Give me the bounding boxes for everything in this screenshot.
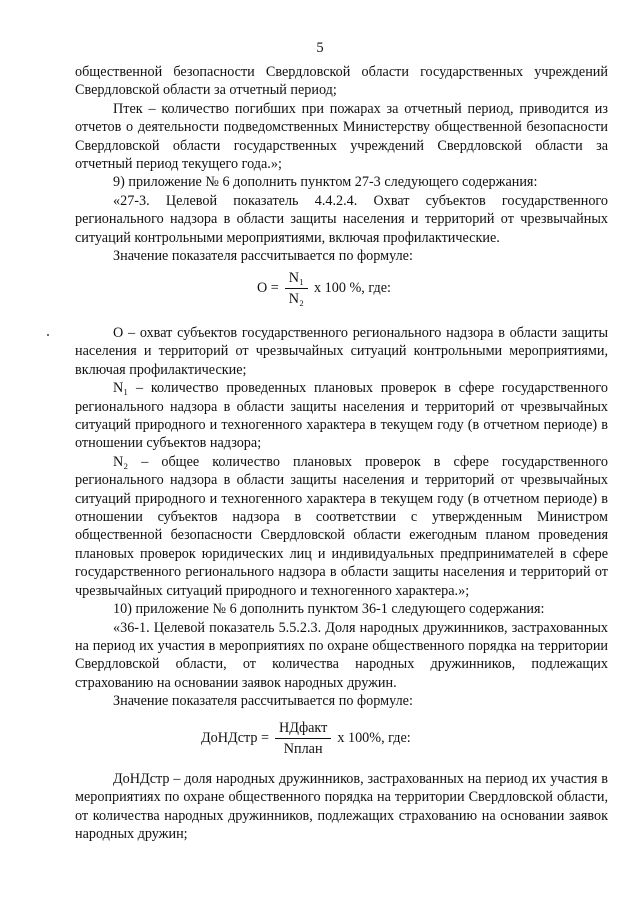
- paragraph: О – охват субъектов государственного регионального надзора в области защиты населения и территорий от чрезвычайных ситуаций контрольными мероприятиями, включая профилактические;: [75, 325, 608, 378]
- formula-fraction: [285, 270, 308, 307]
- formula-fraction: [275, 720, 331, 757]
- paragraph: Птек – количество погибших при пожарах за отчетный период, приводится из отчетов о деятельности подведомственных Министерству общественной безопасности Свердловской области государственных учреждений Свердловской области за отчетный период текущего года.»;: [75, 100, 608, 173]
- paragraph: ДоНДстр – доля народных дружинников, застрахованных на период их участия в мероприятиях по охране общественного порядка на территории Свердловской области, от количества народных дружинников, подлежащих страхованию на основании заявок народных дружин;: [75, 771, 608, 843]
- paragraph: 9) приложение № 6 дополнить пунктом 27-3 следующего содержания:: [113, 174, 538, 191]
- formula-lhs: ДоНДстр =: [201, 730, 270, 746]
- paragraph: 10) приложение № 6 дополнить пунктом 36-1 следующего содержания:: [113, 601, 545, 618]
- formula-rhs: х 100 %, где:: [314, 280, 391, 296]
- paragraph: N₁ – количество проведенных плановых проверок в сфере государственного регионального надзора в области защиты населения и территорий от чрезвычайных ситуаций природного и техногенного характера в текущем году (в отчетном периоде) в отношении субъектов надзора;: [75, 380, 608, 452]
- formula-coverage: [257, 270, 391, 307]
- formula-numerator: НДфакт: [275, 720, 331, 739]
- page-number: 5: [316, 40, 324, 56]
- text-block-2: [75, 324, 608, 711]
- paragraph: «36-1. Целевой показатель 5.5.2.3. Доля народных дружинников, застрахованных на период их участия в мероприятиях по охране общественного порядка на территории Свердловской области, от количества народных дружинников, подлежащих страхованию на основании заявок народных дружин.: [75, 619, 608, 691]
- paragraph: общественной безопасности Свердловской области государственных учреждений Свердловской области за отчетный период;: [75, 64, 608, 99]
- formula-insured-share: [201, 720, 411, 757]
- paragraph: Значение показателя рассчитывается по формуле:: [113, 693, 413, 710]
- formula-rhs: х 100%, где:: [337, 730, 411, 746]
- paragraph: N₂ – общее количество плановых проверок в сфере государственного регионального надзора в области защиты населения и территорий от чрезвычайных ситуаций природного и техногенного характера в текущем году (в отчетном периоде) в отношении субъектов надзора в соответствии с утвержденным Министром общественной безопасности Свердловской области ежегодным планом проведения плановых проверок юридических лиц и индивидуальных предпринимателей в сфере государственного регионального надзора в области защиты населения и территорий от чрезвычайных ситуаций природного и техногенного характера.»;: [75, 453, 608, 599]
- paragraph: «27-3. Целевой показатель 4.4.2.4. Охват субъектов государственного регионального надзора в области защиты населения и территорий от чрезвычайных ситуаций контрольными мероприятиями, включая профилактические.: [75, 192, 608, 246]
- formula-denominator: Nплан: [283, 741, 323, 757]
- formula-denominator: N₂: [288, 291, 304, 307]
- formula-lhs: О =: [257, 280, 279, 296]
- margin-dot: [47, 334, 49, 336]
- formula-numerator: N₁: [285, 270, 308, 289]
- text-block-1: [75, 63, 608, 265]
- text-block-3: [75, 770, 608, 844]
- paragraph: Значение показателя рассчитывается по формуле:: [113, 248, 413, 265]
